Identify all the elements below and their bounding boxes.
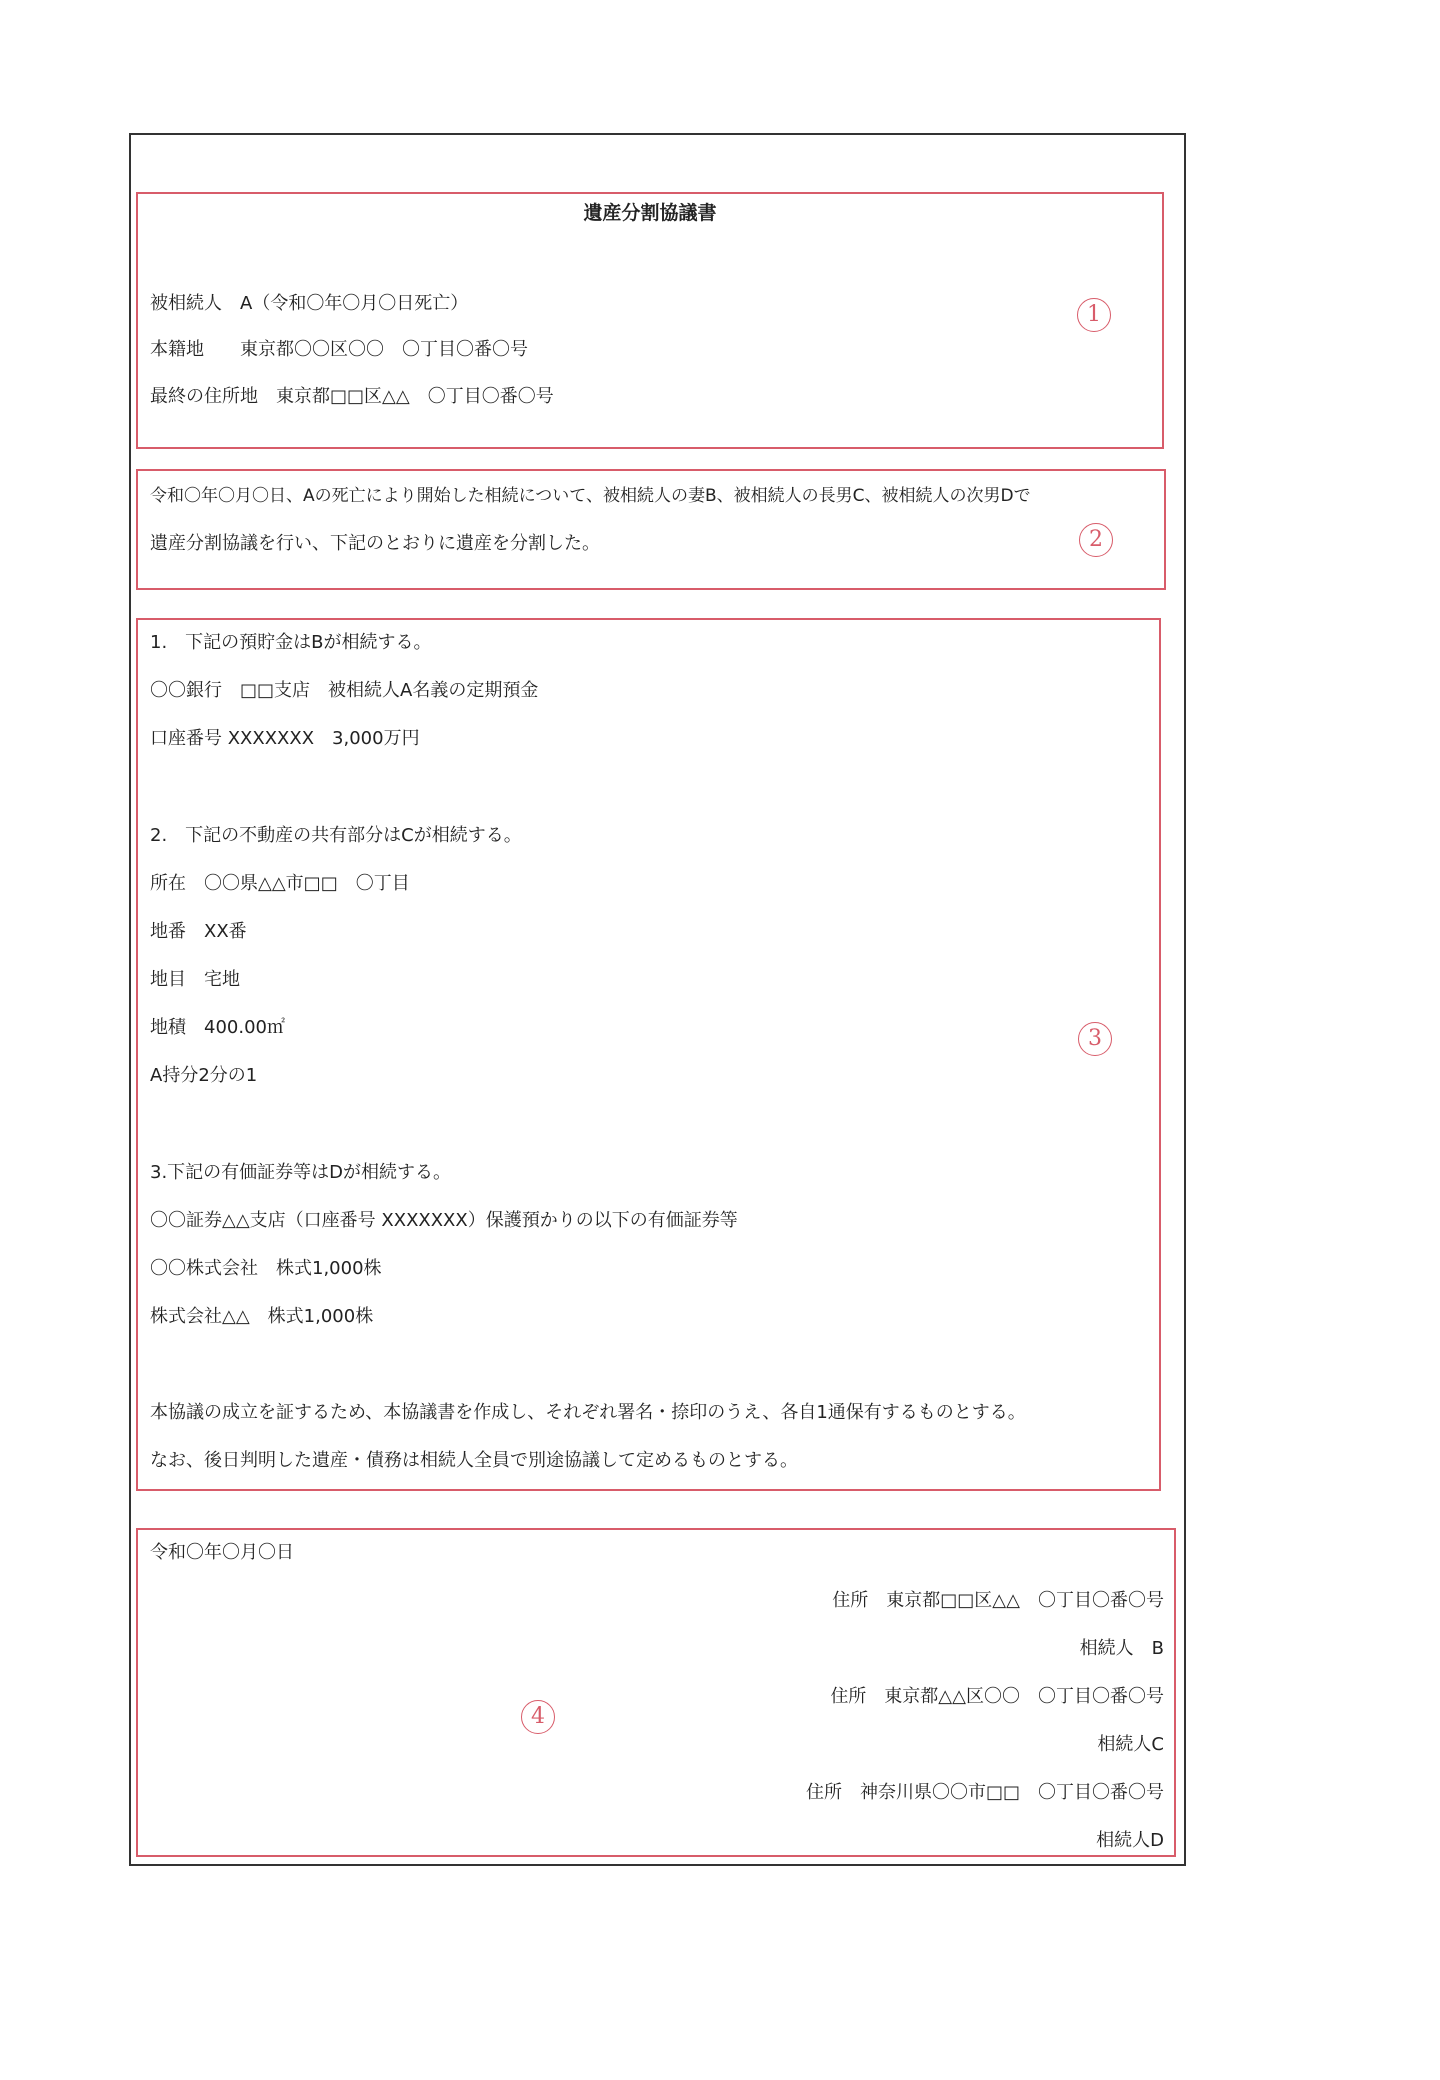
item-3-stock-1: 〇〇株式会社 株式1,000株 <box>150 1258 382 1279</box>
document-title: 遺産分割協議書 <box>583 202 717 224</box>
document-page <box>129 133 1186 1866</box>
item-2-land-area: 地積 400.00㎡ <box>150 1017 285 1038</box>
last-address: 最終の住所地 東京都□□区△△ 〇丁目〇番〇号 <box>150 386 554 407</box>
heir-d-address: 住所 神奈川県〇〇市□□ 〇丁目〇番〇号 <box>805 1782 1164 1803</box>
section-number-marker: 1 <box>1077 298 1111 332</box>
item-2-share: A持分2分の1 <box>150 1065 258 1086</box>
heir-c-address: 住所 東京都△△区〇〇 〇丁目〇番〇号 <box>830 1686 1164 1707</box>
decedent-name: 被相続人 A（令和〇年〇月〇日死亡） <box>150 293 469 314</box>
item-2-lot-number: 地番 XX番 <box>150 921 247 942</box>
item-1-heading: 1. 下記の預貯金はBが相続する。 <box>150 632 432 653</box>
registered-domicile: 本籍地 東京都〇〇区〇〇 〇丁目〇番〇号 <box>150 339 528 360</box>
preamble-line-2: 遺産分割協議を行い、下記のとおりに遺産を分割した。 <box>150 533 600 554</box>
item-3-stock-2: 株式会社△△ 株式1,000株 <box>150 1306 374 1327</box>
item-2-land-category: 地目 宅地 <box>150 969 240 990</box>
item-2-location: 所在 〇〇県△△市□□ 〇丁目 <box>150 873 410 894</box>
item-3-securities-account: 〇〇証券△△支店（口座番号 XXXXXXX）保護預かりの以下の有価証券等 <box>150 1210 738 1231</box>
item-1-account-number: 口座番号 XXXXXXX 3,000万円 <box>150 728 420 749</box>
section-1-header <box>136 192 1164 449</box>
item-3-heading: 3.下記の有価証券等はDが相続する。 <box>150 1162 452 1183</box>
heir-b-name: 相続人 B <box>1079 1638 1164 1659</box>
item-1-bank-account: 〇〇銀行 □□支店 被相続人A名義の定期預金 <box>150 680 539 701</box>
item-2-heading: 2. 下記の不動産の共有部分はCが相続する。 <box>150 825 522 846</box>
closing-statement-2: なお、後日判明した遺産・債務は相続人全員で別途協議して定めるものとする。 <box>150 1450 798 1471</box>
section-number-marker: 3 <box>1078 1022 1112 1056</box>
heir-d-name: 相続人D <box>1096 1830 1164 1851</box>
preamble-line-1: 令和〇年〇月〇日、Aの死亡により開始した相続について、被相続人の妻B、被相続人の長男C、被相続人の次男Dで <box>150 486 1031 506</box>
heir-b-address: 住所 東京都□□区△△ 〇丁目〇番〇号 <box>832 1590 1164 1611</box>
section-number-marker: 2 <box>1079 523 1113 557</box>
section-3-asset-division <box>136 618 1161 1491</box>
section-number-marker: 4 <box>521 1700 555 1734</box>
section-4-signatures <box>136 1528 1176 1857</box>
signing-date: 令和〇年〇月〇日 <box>150 1542 294 1563</box>
section-2-preamble <box>136 469 1166 590</box>
heir-c-name: 相続人C <box>1097 1734 1164 1755</box>
closing-statement-1: 本協議の成立を証するため、本協議書を作成し、それぞれ署名・捺印のうえ、各自1通保有するものとする。 <box>150 1402 1026 1423</box>
